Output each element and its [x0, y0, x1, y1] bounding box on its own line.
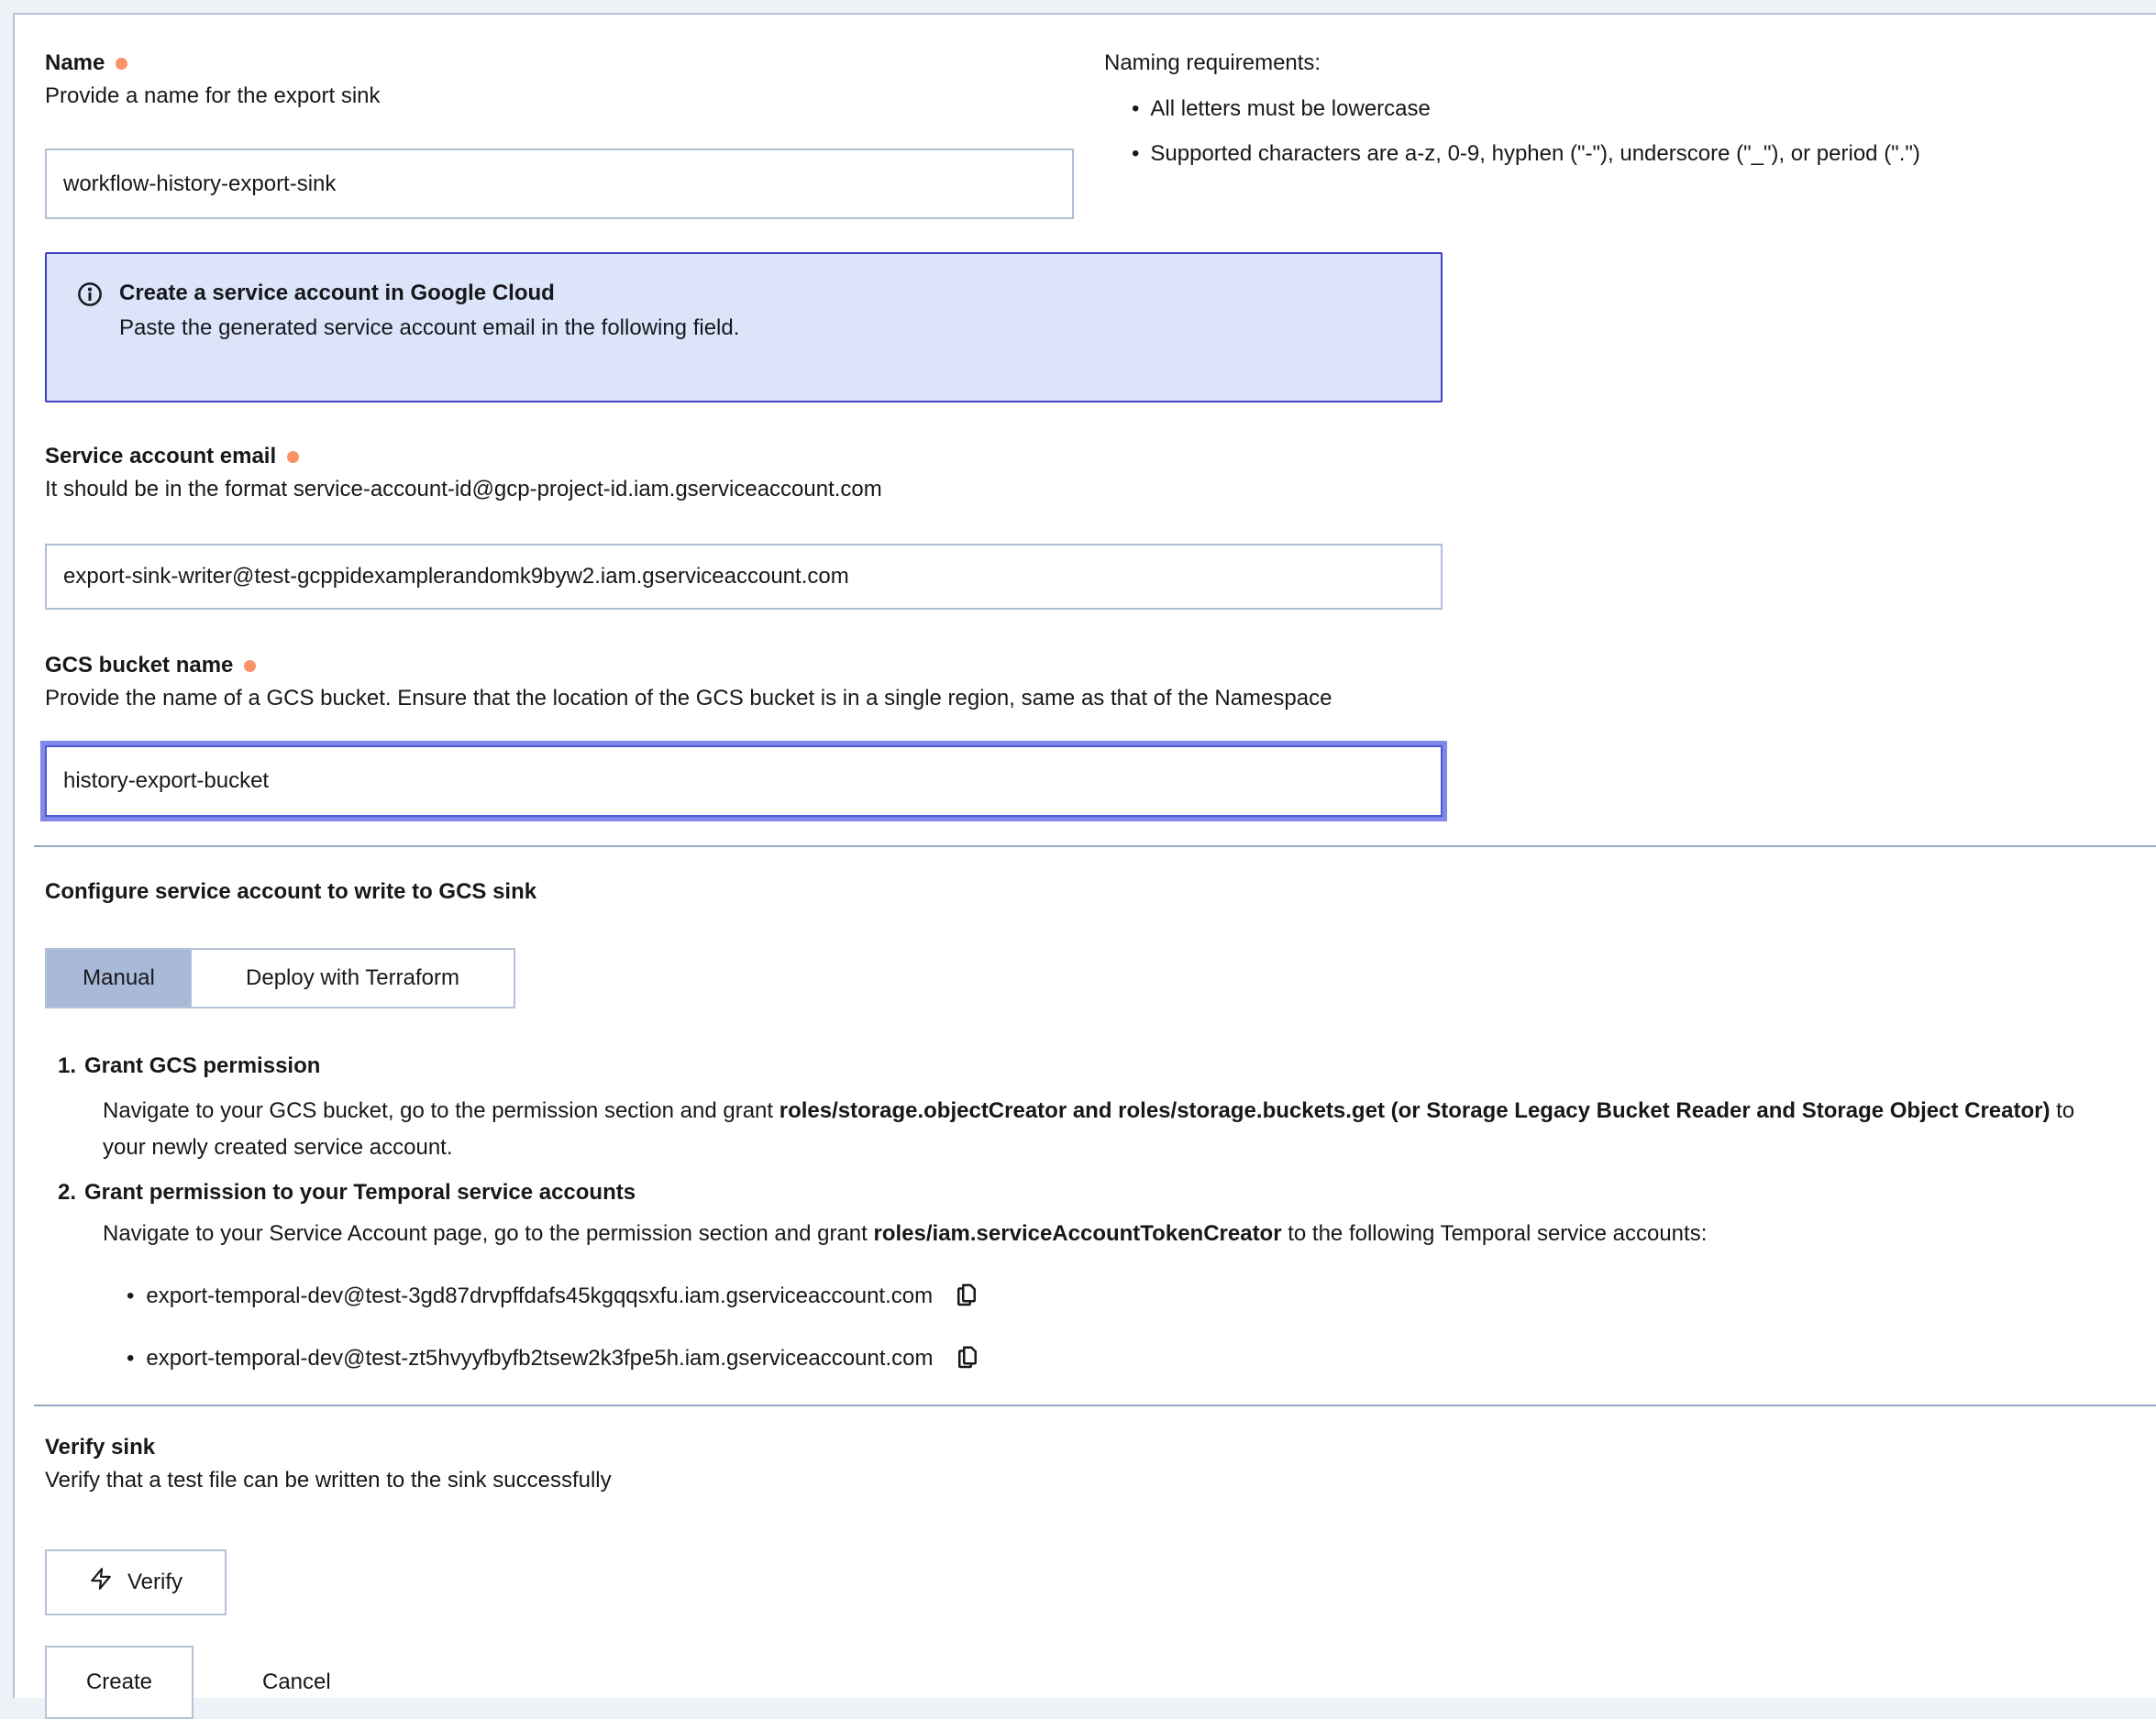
verify-button[interactable] — [45, 1549, 227, 1615]
naming-requirements — [1104, 50, 2130, 168]
form-actions-row — [45, 1646, 2130, 1719]
step-1-title-row — [58, 1052, 2130, 1080]
step-1-body-post: to your newly created service account. — [103, 1098, 2075, 1160]
naming-requirement-text: • Supported characters are a-z, 0-9, hyphen ("-"), underscore ("_"), or period (".") — [1150, 141, 1920, 166]
section-divider — [34, 1405, 2156, 1406]
gcs-bucket-label-row — [45, 652, 2130, 679]
naming-requirement-item — [1104, 95, 2130, 123]
name-field-helper: Provide a name for the export sink — [45, 83, 381, 108]
info-banner-title: Create a service account in Google Cloud — [119, 281, 555, 305]
step-2-body-bold: roles/iam.serviceAccountTokenCreator — [873, 1221, 1282, 1246]
temporal-service-account-row — [127, 1342, 2130, 1375]
step-2-title-row — [58, 1179, 2130, 1207]
temporal-service-account-row — [127, 1280, 2130, 1313]
gcs-bucket-label: GCS bucket name — [45, 653, 234, 678]
copy-icon — [953, 1282, 980, 1312]
configure-tabs — [45, 948, 515, 1008]
export-sink-form-card — [13, 13, 2156, 1698]
step-1-title: Grant GCS permission — [84, 1053, 321, 1078]
step-1-body — [103, 1093, 2111, 1166]
naming-requirements-title: Naming requirements: — [1104, 50, 1321, 75]
temporal-service-account-email: • export-temporal-dev@test-zt5hvyyfbyfb2tsew2k3fpe5h.iam.gserviceaccount.com — [146, 1346, 934, 1371]
copy-icon — [954, 1344, 981, 1374]
gcs-bucket-name-input[interactable] — [45, 745, 1443, 817]
tab-deploy-with-terraform[interactable]: Deploy with Terraform — [191, 950, 514, 1007]
verify-sink-title: Verify sink — [45, 1435, 156, 1460]
copy-button[interactable] — [954, 1344, 981, 1374]
naming-requirement-text: • All letters must be lowercase — [1150, 96, 1431, 121]
service-account-email-input[interactable] — [45, 544, 1443, 610]
temporal-service-account-email: • export-temporal-dev@test-3gd87drvpffdafs45kgqqsxfu.iam.gserviceaccount.com — [146, 1284, 934, 1308]
name-field-label-row — [45, 50, 1074, 77]
create-button[interactable]: Create — [45, 1646, 193, 1719]
info-icon — [76, 281, 104, 315]
info-banner-body: Paste the generated service account email in the following field. — [119, 315, 740, 340]
service-account-helper: It should be in the format service-account-id@gcp-project-id.iam.gserviceaccount.com — [45, 477, 882, 501]
service-account-info-banner — [45, 252, 1443, 402]
step-2-body — [103, 1216, 2111, 1252]
service-account-label-row — [45, 443, 2130, 470]
cancel-button[interactable]: Cancel — [257, 1668, 337, 1697]
step-1-body-pre: Navigate to your GCS bucket, go to the permission section and grant — [103, 1098, 779, 1123]
name-input[interactable] — [45, 149, 1074, 219]
required-dot-icon — [287, 451, 299, 463]
section-divider — [34, 845, 2156, 847]
step-2-body-pre: Navigate to your Service Account page, go to the permission section and grant — [103, 1221, 874, 1246]
verify-button-label: Verify — [127, 1570, 183, 1594]
name-and-requirements-row — [45, 50, 2130, 219]
required-dot-icon — [244, 660, 256, 672]
name-field-label: Name — [45, 50, 105, 75]
lightning-bolt-icon — [89, 1566, 113, 1599]
required-dot-icon — [116, 58, 127, 70]
info-banner-text — [119, 280, 739, 342]
step-2-title: Grant permission to your Temporal service accounts — [84, 1180, 636, 1205]
step-1-number: 1. — [58, 1053, 77, 1078]
service-account-label: Service account email — [45, 444, 277, 468]
name-field-group — [45, 50, 1074, 219]
tab-manual[interactable]: Manual — [47, 950, 191, 1007]
copy-button[interactable] — [953, 1282, 980, 1312]
step-1-body-bold: roles/storage.objectCreator and roles/storage.buckets.get (or Storage Legacy Bucket Reader and Storage Object Creator) — [779, 1098, 2051, 1123]
step-2-number: 2. — [58, 1180, 77, 1205]
gcs-bucket-helper: Provide the name of a GCS bucket. Ensure that the location of the GCS bucket is in a single region, same as that of the Namespace — [45, 686, 1332, 711]
step-2-body-post: to the following Temporal service accounts: — [1281, 1221, 1708, 1246]
configure-section-title: Configure service account to write to GCS sink — [45, 879, 537, 904]
verify-sink-helper: Verify that a test file can be written to the sink successfully — [45, 1468, 612, 1493]
naming-requirement-item — [1104, 140, 2130, 168]
